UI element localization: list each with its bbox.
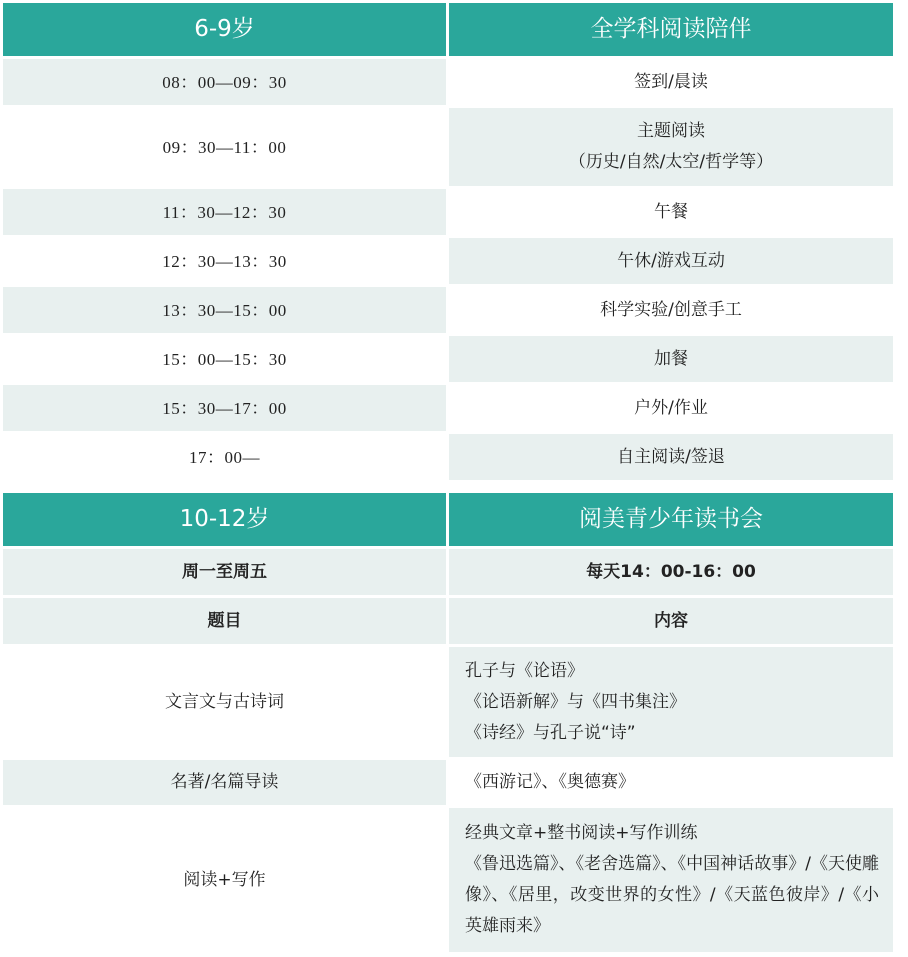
activity-cell [449,108,893,186]
time-cell: 15：00—15：30 [162,349,287,369]
time-cell: 11：30—12：30 [3,189,446,235]
reading-club-table-10-12 [3,493,893,955]
table-header [3,493,893,546]
table-row [3,647,893,757]
content-line: 经典文章+整书阅读+写作训练 [465,823,698,843]
activity-line: 主题阅读 [637,121,705,141]
time-cell: 12：30—13：30 [162,251,287,271]
activity-cell: 签到/晨读 [634,71,708,92]
topic-cell: 文言文与古诗词 [165,691,284,712]
time-cell: 15：30—17：00 [3,385,446,431]
table-row [3,59,893,105]
time-cell: 17：00— [189,447,260,467]
content-cell [449,808,893,952]
content-column-header: 内容 [449,598,893,644]
content-line: 孔子与《论语》 [465,660,584,681]
activity-cell: 午餐 [654,201,688,222]
age-group-header: 6-9岁 [3,3,446,56]
table-row [3,336,893,382]
activity-cell: 加餐 [449,336,893,382]
time-cell: 13：30—15：00 [3,287,446,333]
table-row [3,108,893,186]
content-line: 《鲁迅选篇》、《老舍选篇》、《中国神话故事》/《天使雕像》、《居里，改变世界的女性》/《天蓝色彼岸》/《小英雄雨来》 [465,854,879,936]
activity-cell: 科学实验/创意手工 [600,299,742,320]
table-row [3,287,893,333]
column-header-row [3,598,893,644]
table-row [3,760,893,805]
schedule-row [3,549,893,595]
activity-cell: 自主阅读/签退 [449,434,893,480]
age-group-header: 10-12岁 [3,493,446,546]
program-title-header: 全学科阅读陪伴 [449,3,893,56]
topic-cell: 名著/名篇导读 [3,760,446,805]
time-cell: 09：30—11：00 [162,137,287,157]
program-title-header: 阅美青少年读书会 [449,493,893,546]
time-cell: 08：00—09：30 [3,59,446,105]
activity-line: （历史/自然/太空/哲学等） [568,152,774,172]
content-cell [449,647,893,757]
activity-cell: 午休/游戏互动 [449,238,893,284]
table-row [3,434,893,480]
table-row [3,385,893,431]
activity-cell: 户外/作业 [634,397,708,418]
schedule-table-6-9 [3,3,893,483]
schedule-days: 周一至周五 [3,549,446,595]
table-row [3,808,893,952]
table-row [3,238,893,284]
schedule-time: 每天14：00-16：00 [449,549,893,595]
table-row [3,189,893,235]
content-cell: 《西游记》、《奥德赛》 [465,772,635,792]
table-header [3,3,893,56]
content-line: 《论语新解》与《四书集注》 [465,691,686,712]
topic-cell: 阅读+写作 [183,869,266,890]
content-line: 《诗经》与孔子说“诗” [465,722,636,743]
topic-column-header: 题目 [3,598,446,644]
